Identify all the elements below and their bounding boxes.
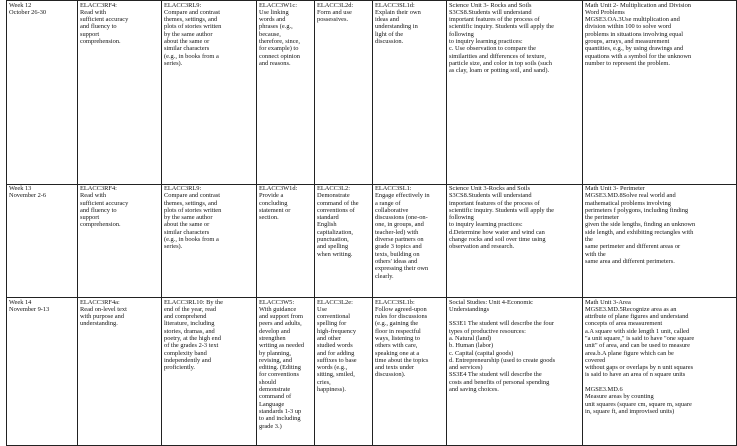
reading-foundations-cell: ELACC3RF4a: Read on-level text with purpose and understanding. <box>78 298 162 446</box>
math-cell: Math Unit 2- Multiplication and Division Word Problems MGSE3.OA.3Use multiplication and division within 100 to solve word problems in situations involving equal groups, arrays, and measurement quantities, e.g., by using drawings and equations with a symbol for the unknown number to represent the problem. <box>583 1 737 185</box>
reading-literature-cell: ELACC3RL10: By the end of the year, read and comprehend literature, including stories, dramas, and poetry, at the high end of the grades 2-3 text complexity band independently and proficiently. <box>162 298 257 446</box>
writing-cell: ELACC3W1c: Use linking words and phrases (e.g., because, therefore, since, for example) to connect opinion and reasons. <box>257 1 315 185</box>
reading-literature-cell: ELACC3RL9: Compare and contrast themes, settings, and plots of stories written by the same author about the same or similar characters (e.g., in books from a series). <box>162 1 257 185</box>
speaking-listening-cell: ELACC3SL1d: Explain their own ideas and understanding in light of the discussion. <box>373 1 447 185</box>
language-cell: ELACC3L2e: Use conventional spelling for high-frequency and other studied words and for adding suffixes to base words (e.g., sitting, smiled, cries, happiness). <box>315 298 373 446</box>
writing-cell: ELACC3W1d: Provide a concluding statement or section. <box>257 184 315 298</box>
language-cell: ELACC3L2: Demonstrate command of the conventions of standard English capitalization, punctuation, and spelling when writing. <box>315 184 373 298</box>
reading-foundations-cell: ELACC3RF4: Read with sufficient accuracy and fluency to support comprehension. <box>78 184 162 298</box>
reading-literature-cell: ELACC3RL9: Compare and contrast themes, settings, and plots of stories written by the same author about the same or similar characters (e.g., in books from a series). <box>162 184 257 298</box>
math-cell: Math Unit 3- Perimeter MGSE3.MD.8Solve real world and mathematical problems involving perimeters f polygons, including finding the perimeter given the side lengths, finding an unknown side length, and exhibiting rectangles with the same perimeter and different areas or with the same area and different perimeters. <box>583 184 737 298</box>
table-row-week-13 <box>7 184 737 298</box>
table-row-week-14 <box>7 298 737 446</box>
curriculum-table <box>6 0 737 446</box>
math-cell: Math Unit 3-Area MGSE3.MD.5Recognize area as an attribute of plane figures and understand concepts of area measurement a.A square with side length 1 unit, called "a unit square," is said to have "one square unit" of area, and can be used to measure area.b.A plane figure which can be covered without gaps or overlaps by n unit squares is said to have an area of n square units MGSE3.MD.6 Measure areas by counting unit squares (square cm, square m, square in, square ft, and improvised units) <box>583 298 737 446</box>
science-social-studies-cell: Science Unit 3- Rocks and Soils S3CS8.Students will understand important features of the process of scientific inquiry. Students will apply the following to inquiry learning practices: c. Use observation to compare the similarities and differences of texture, particle size, and color in top soils (such as clay, loam or potting soil, and sand). <box>447 1 583 185</box>
speaking-listening-cell: ELACC3SL1b: Follow agreed-upon rules for discussions (e.g., gaining the floor in respectful ways, listening to others with care, speaking one at a time about the topics and texts under discussion). <box>373 298 447 446</box>
week-cell: Week 13 November 2-6 <box>7 184 78 298</box>
week-cell: Week 14 November 9-13 <box>7 298 78 446</box>
science-social-studies-cell: Social Studies: Unit 4-Economic Understandings SS3E1 The student will describe the four types of productive resources: a. Natural (land) b. Human (labor) c. Capital (capital goods) d. Entrepreneurship (used to create goods and services) SS3E4 The student will describe the costs and benefits of personal spending and saving choices. <box>447 298 583 446</box>
speaking-listening-cell: ELACC3SL1: Engage effectively in a range of collaborative discussions (one-on- one, in groups, and teacher-led) with diverse partners on grade 3 topics and texts, building on others' ideas and expressing their own clearly. <box>373 184 447 298</box>
week-cell: Week 12 October 26-30 <box>7 1 78 185</box>
language-cell: ELACC3L2d: Form and use possessives. <box>315 1 373 185</box>
table-row-week-12 <box>7 1 737 185</box>
science-social-studies-cell: Science Unit 3-Rocks and Soils S3CS8.Students will understand important features of the process of scientific inquiry. Students will apply the following to inquiry learning practices: d.Determine how water and wind can change rocks and soil over time using observation and research. <box>447 184 583 298</box>
reading-foundations-cell: ELACC3RF4: Read with sufficient accuracy and fluency to support comprehension. <box>78 1 162 185</box>
writing-cell: ELACC3W5: With guidance and support from peers and adults, develop and strengthen writing as needed by planning, revising, and editing. (Editing for conventions should demonstrate command of Language standards 1-3 up to and including grade 3.) <box>257 298 315 446</box>
